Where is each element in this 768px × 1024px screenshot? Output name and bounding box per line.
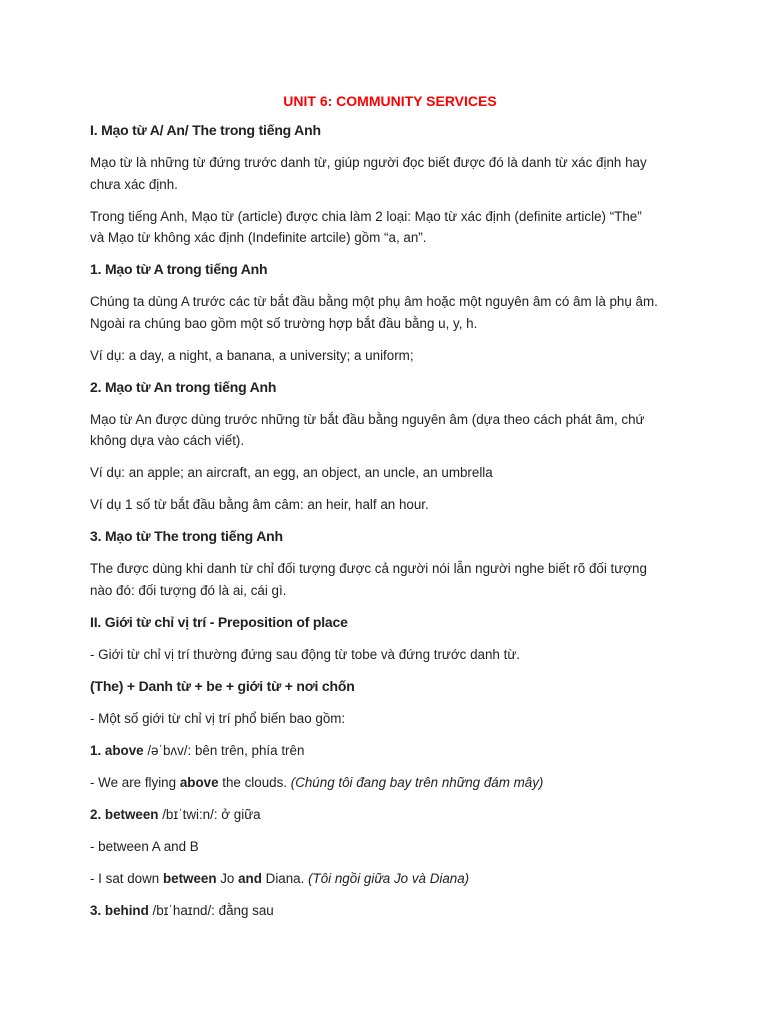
paragraph-article-an [90,409,690,452]
entry-number: 3. [90,902,102,918]
paragraph-common-prepositions: - Một số giới từ chỉ vị trí phổ biến bao gồm: [90,710,346,726]
text-line: The được dùng khi danh từ chỉ đối tượng được cả người nói lẫn người nghe biết rõ đối tượng [90,561,647,576]
entry-between [90,804,690,826]
section-heading-prepositions: II. Giới từ chỉ vị trí - Preposition of place [90,613,348,630]
entry-above [90,740,690,762]
example-translation: (Chúng tôi đang bay trên những đám mây) [290,774,544,790]
paragraph-articles-definition [90,152,690,195]
document-body [90,88,690,932]
subheading-article-the: 3. Mạo từ The trong tiếng Anh [90,528,283,544]
text-line: Mạo từ An được dùng trước những từ bắt đầu bằng nguyên âm (dựa theo cách phát âm, chứ [90,411,645,427]
example-between-1: - between A and B [90,838,199,854]
formula-preposition: (The) + Danh từ + be + giới từ + nơi chốn [90,677,355,694]
section-heading-articles: I. Mạo từ A/ An/ The trong tiếng Anh [90,122,321,138]
entry-word: above [104,742,144,758]
text-line: Mạo từ là những từ đứng trước danh từ, giúp người đọc biết được đó là danh từ xác định hay [90,155,647,170]
paragraph-preposition-position: - Giới từ chỉ vị trí thường đứng sau động từ tobe và đứng trước danh từ. [90,646,521,662]
entry-number: 2. [90,806,102,822]
text-line: không dựa vào cách viết). [90,433,245,448]
document-title: UNIT 6: COMMUNITY SERVICES [283,93,497,109]
entry-definition: /bɪˈhaɪnd/: đằng sau [148,902,274,918]
text-line: Ngoài ra chúng bao gồm một số trường hợp bắt đầu bằng u, y, h. [90,315,478,331]
example-keyword: between [162,870,217,886]
example-article-a: Ví dụ: a day, a night, a banana, a university; a uniform; [90,347,414,363]
example-above [90,772,690,794]
example-silent-h: Ví dụ 1 số từ bắt đầu bằng âm câm: an heir, half an hour. [90,497,429,512]
example-text: Jo [216,870,239,886]
entry-word: between [104,806,159,822]
subheading-article-an: 2. Mạo từ An trong tiếng Anh [90,378,277,395]
paragraph-articles-types [90,206,690,249]
entry-word: behind [104,902,149,918]
subheading-article-a: 1. Mạo từ A trong tiếng Anh [90,261,268,277]
entry-number: 1. [90,742,102,758]
example-text: - We are flying [90,774,180,790]
example-text: the clouds. [218,774,291,790]
text-line: Chúng ta dùng A trước các từ bắt đầu bằng một phụ âm hoặc một nguyên âm có âm là phụ âm. [90,294,658,309]
entry-definition: /əˈbʌv/: bên trên, phía trên [143,742,305,758]
text-line: Trong tiếng Anh, Mạo từ (article) được chia làm 2 loại: Mạo từ xác định (definite article) “The” [90,208,642,224]
example-article-an: Ví dụ: an apple; an aircraft, an egg, an object, an uncle, an umbrella [90,465,493,480]
paragraph-article-a [90,291,690,334]
paragraph-article-the [90,558,690,601]
text-line: nào đó: đối tượng đó là ai, cái gì. [90,582,287,598]
example-text: Diana. [261,870,309,886]
text-line: chưa xác định. [90,176,178,192]
example-keyword: and [238,870,262,886]
text-line: và Mạo từ không xác định (Indefinite artcile) gồm “a, an”. [90,230,427,245]
example-keyword: above [179,774,219,790]
example-translation: (Tôi ngồi giữa Jo và Diana) [308,870,470,886]
example-between-2 [90,868,690,890]
entry-definition: /bɪˈtwi:n/: ở giữa [158,806,261,822]
example-text: - I sat down [90,870,163,886]
entry-behind [90,900,690,922]
